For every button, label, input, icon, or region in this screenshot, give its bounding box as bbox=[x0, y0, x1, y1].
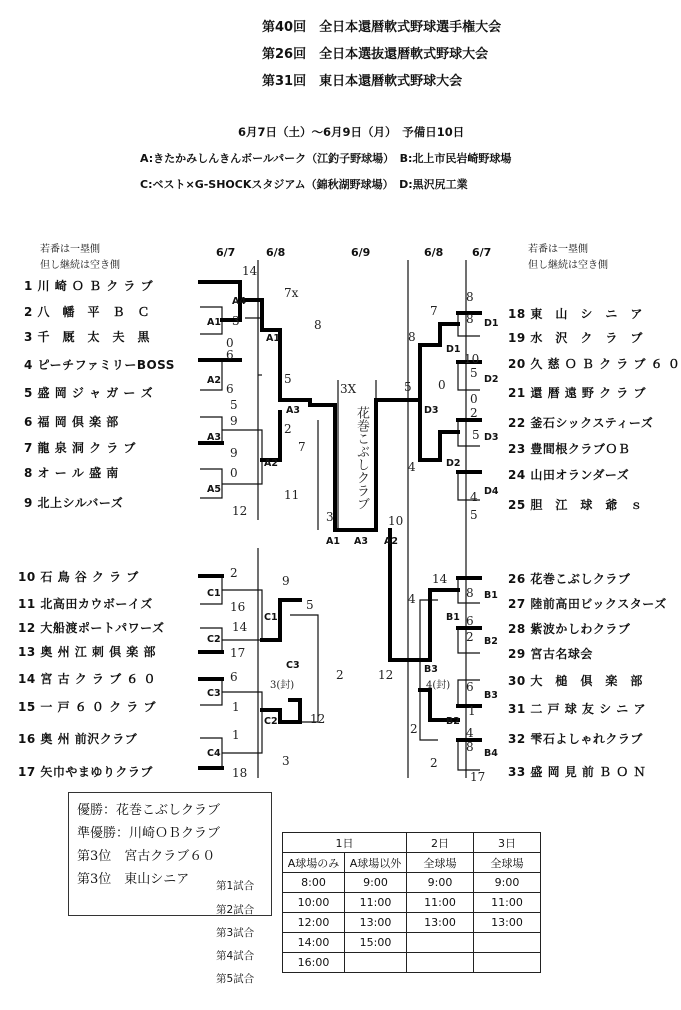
title-line-1: 第40回 全日本還暦軟式野球選手権大会 bbox=[262, 20, 502, 35]
score: 10 bbox=[464, 352, 480, 366]
left-note-1: 若番は一塁側 bbox=[40, 244, 100, 255]
score: 7 bbox=[298, 440, 306, 454]
schedule-cell: 15:00 bbox=[345, 933, 407, 953]
score: 2 bbox=[230, 566, 238, 580]
title-line-2: 第26回 全日本選抜還暦軟式野球大会 bbox=[262, 47, 489, 62]
match-label: B2 bbox=[484, 636, 498, 647]
match-label: A3 bbox=[207, 432, 221, 443]
match-label: B1 bbox=[446, 612, 460, 623]
score: 5 bbox=[306, 598, 314, 612]
match-label: A4 bbox=[232, 296, 246, 307]
score: 2 bbox=[470, 406, 478, 420]
schedule-cell: 11:00 bbox=[345, 893, 407, 913]
match-label: C2 bbox=[264, 716, 278, 727]
venues-line-1: A:きたかみしんきんボールパーク（江釣子野球場） B:北上市民岩崎野球場 bbox=[140, 152, 512, 165]
match-label: A2 bbox=[384, 536, 398, 547]
score: 14 bbox=[242, 264, 258, 278]
score: 5 bbox=[404, 380, 412, 394]
schedule-cell: 11:00 bbox=[474, 893, 541, 913]
score: 5 bbox=[470, 366, 478, 380]
title-line-3: 第31回 東日本還暦軟式野球大会 bbox=[262, 74, 463, 89]
schedule-subhead: 全球場 bbox=[407, 853, 474, 873]
score: 6 bbox=[466, 614, 474, 628]
score: 6 bbox=[226, 348, 234, 362]
schedule-row-label: 第1試合 bbox=[216, 880, 255, 892]
score: 0 bbox=[470, 392, 478, 406]
score: 0 bbox=[226, 336, 234, 350]
team-entry: 28 紫波かしわクラブ bbox=[508, 622, 631, 636]
score: 0 bbox=[230, 466, 238, 480]
schedule-cell bbox=[474, 933, 541, 953]
team-entry: 30 大 槌 倶 楽 部 bbox=[508, 674, 643, 688]
score: 14 bbox=[432, 572, 448, 586]
match-label: C1 bbox=[264, 612, 278, 623]
team-entry: 7 龍 泉 洞 ク ラ ブ bbox=[24, 441, 136, 455]
team-entry: 9 北上シルバーズ bbox=[24, 496, 124, 510]
score: 12 bbox=[232, 504, 248, 518]
match-label: B4 bbox=[484, 748, 498, 759]
schedule-subhead: A球場のみ bbox=[283, 853, 345, 873]
match-label: A2 bbox=[207, 375, 221, 386]
team-entry: 3 千 厩 太 夫 黒 bbox=[24, 330, 151, 344]
team-entry: 10 石 鳥 谷 ク ラ ブ bbox=[18, 570, 139, 584]
schedule-cell: 10:00 bbox=[283, 893, 345, 913]
score: 3X bbox=[340, 382, 357, 396]
team-entry: 27 陸前高田ビックスターズ bbox=[508, 597, 667, 611]
schedule-cell: 9:00 bbox=[474, 873, 541, 893]
team-entry: 21 還 暦 遠 野 ク ラ ブ bbox=[508, 386, 646, 400]
schedule-cell: 16:00 bbox=[283, 953, 345, 973]
score: 3 bbox=[232, 314, 240, 328]
match-label: C4 bbox=[207, 748, 221, 759]
right-note-1: 若番は一塁側 bbox=[528, 244, 588, 255]
team-entry: 5 盛 岡 ジ ャ ガ ー ズ bbox=[24, 386, 154, 400]
score: 6 bbox=[226, 382, 234, 396]
team-entry: 6 福 岡 倶 楽 部 bbox=[24, 415, 119, 429]
team-entry: 26 花巻こぶしクラブ bbox=[508, 572, 631, 586]
score: 16 bbox=[230, 600, 246, 614]
result-line: 優勝：花巻こぶしクラブ bbox=[77, 803, 221, 818]
schedule-head-day3: 3日 bbox=[474, 833, 541, 853]
team-entry: 13 奥 州 江 刺 倶 楽 部 bbox=[18, 645, 156, 659]
match-label: B3 bbox=[424, 664, 438, 675]
schedule-row-label: 第4試合 bbox=[216, 950, 255, 962]
schedule-cell: 9:00 bbox=[407, 873, 474, 893]
score: 1 bbox=[232, 728, 240, 742]
score: 17 bbox=[230, 646, 246, 660]
score: 7x bbox=[284, 286, 299, 300]
match-label: D4 bbox=[484, 486, 499, 497]
score: 9 bbox=[282, 574, 290, 588]
score: 4 bbox=[466, 726, 474, 740]
score: 2 bbox=[410, 722, 418, 736]
schedule-subhead: 全球場 bbox=[474, 853, 541, 873]
date-col-l2: 6/8 bbox=[266, 246, 286, 259]
date-col-l1: 6/7 bbox=[216, 246, 236, 259]
score: 7 bbox=[430, 304, 438, 318]
schedule-row bbox=[283, 933, 541, 953]
score: 10 bbox=[388, 514, 404, 528]
match-label: A1 bbox=[266, 333, 280, 344]
match-label: D3 bbox=[424, 405, 439, 416]
schedule-cell: 11:00 bbox=[407, 893, 474, 913]
score: 4(封) bbox=[426, 680, 451, 691]
match-label: A3 bbox=[286, 405, 300, 416]
score: 12 bbox=[310, 712, 326, 726]
score: 2 bbox=[466, 630, 474, 644]
schedule-cell bbox=[345, 953, 407, 973]
match-label: A3 bbox=[354, 536, 368, 547]
match-label: C2 bbox=[207, 634, 221, 645]
match-label: B3 bbox=[484, 690, 498, 701]
team-entry: 16 奥 州 前沢クラブ bbox=[18, 732, 138, 746]
schedule-cell bbox=[407, 933, 474, 953]
score: 4 bbox=[408, 592, 416, 606]
schedule-cell: 12:00 bbox=[283, 913, 345, 933]
match-label: D2 bbox=[446, 458, 461, 469]
score: 5 bbox=[230, 398, 238, 412]
score: 12 bbox=[378, 668, 394, 682]
score: 11 bbox=[284, 488, 300, 502]
team-entry: 15 一 戸 ６ ０ ク ラ ブ bbox=[18, 700, 156, 714]
schedule-cell: 8:00 bbox=[283, 873, 345, 893]
champion-handwritten: 花巻こぶしクラブ bbox=[354, 406, 369, 510]
schedule-cell: 13:00 bbox=[407, 913, 474, 933]
match-label: C3 bbox=[286, 660, 300, 671]
schedule-row-label: 第3試合 bbox=[216, 927, 255, 939]
match-label: A1 bbox=[326, 536, 340, 547]
result-line: 第3位 宮古クラブ６０ bbox=[77, 849, 216, 864]
schedule-row-label: 第5試合 bbox=[216, 973, 255, 985]
score: 8 bbox=[466, 290, 474, 304]
score: 2 bbox=[336, 668, 344, 682]
schedule-table bbox=[282, 832, 541, 973]
schedule-cell: 13:00 bbox=[474, 913, 541, 933]
score: 17 bbox=[470, 770, 486, 784]
date-col-c: 6/9 bbox=[351, 246, 371, 259]
schedule-head-day1: 1日 bbox=[283, 833, 407, 853]
match-label: B2 bbox=[446, 716, 460, 727]
match-label: D3 bbox=[484, 432, 499, 443]
team-entry: 33 盛 岡 見 前 Ｂ Ｏ Ｎ bbox=[508, 765, 646, 779]
team-entry: 32 雫石よしゃれクラブ bbox=[508, 732, 643, 746]
schedule-cell: 14:00 bbox=[283, 933, 345, 953]
team-entry: 22 釜石シックスティーズ bbox=[508, 416, 654, 430]
score: 8 bbox=[466, 586, 474, 600]
score: 4 bbox=[408, 460, 416, 474]
score: 18 bbox=[232, 766, 248, 780]
schedule-row bbox=[283, 913, 541, 933]
date-col-r1: 6/7 bbox=[472, 246, 492, 259]
right-note-2: 但し継続は空き側 bbox=[528, 260, 608, 271]
score: 3 bbox=[282, 754, 290, 768]
team-entry: 17 矢巾やまゆりクラブ bbox=[18, 765, 153, 779]
schedule-row-label: 第2試合 bbox=[216, 904, 255, 916]
team-entry: 8 オ ー ル 盛 南 bbox=[24, 466, 119, 480]
score: 8 bbox=[466, 740, 474, 754]
team-entry: 12 大船渡ポートパワーズ bbox=[18, 621, 165, 635]
score: 3(封) bbox=[270, 680, 295, 691]
score: 5 bbox=[472, 428, 480, 442]
team-entry: 18 東 山 シ ニ ア bbox=[508, 307, 643, 321]
schedule-cell: 9:00 bbox=[345, 873, 407, 893]
score: 8 bbox=[466, 312, 474, 326]
match-label: C3 bbox=[207, 688, 221, 699]
score: 5 bbox=[470, 508, 478, 522]
team-entry: 24 山田オランダーズ bbox=[508, 468, 630, 482]
team-entry: 11 北高田カウボーイズ bbox=[18, 597, 153, 611]
score: 8 bbox=[314, 318, 322, 332]
match-label: A1 bbox=[207, 317, 221, 328]
match-label: A2 bbox=[264, 458, 278, 469]
results-box bbox=[68, 792, 272, 916]
schedule-row bbox=[283, 873, 541, 893]
team-entry: 19 水 沢 ク ラ ブ bbox=[508, 331, 643, 345]
score: 6 bbox=[466, 680, 474, 694]
match-label: D1 bbox=[484, 318, 499, 329]
score: 2 bbox=[284, 422, 292, 436]
team-entry: 29 宮古名球会 bbox=[508, 647, 593, 661]
team-entry: 1 川 崎 Ｏ Ｂ ク ラ ブ bbox=[24, 279, 154, 293]
score: 1 bbox=[468, 704, 476, 718]
team-entry: 14 宮 古 ク ラ ブ ６ ０ bbox=[18, 672, 156, 686]
team-entry: 2 八 幡 平 Ｂ Ｃ bbox=[24, 305, 151, 319]
dates-line: 6月7日（土）～6月9日（月） 予備日10日 bbox=[238, 125, 465, 139]
team-entry: 25 胆 江 球 爺 ｓ bbox=[508, 498, 643, 512]
team-entry: 31 二 戸 球 友 シ ニ ア bbox=[508, 702, 646, 716]
schedule-head-day2: 2日 bbox=[407, 833, 474, 853]
team-entry: 20 久 慈 Ｏ Ｂ ク ラ ブ ６ ０ bbox=[508, 357, 681, 371]
match-label: D2 bbox=[484, 374, 499, 385]
score: 3 bbox=[326, 510, 334, 524]
score: 1 bbox=[232, 700, 240, 714]
result-line: 準優勝：川崎ＯＢクラブ bbox=[77, 826, 221, 841]
venues-line-2: C:ベスト×G-SHOCKスタジアム（錦秋湖野球場） D:黒沢尻工業 bbox=[140, 178, 468, 191]
team-entry: 4 ピーチファミリーBOSS bbox=[24, 358, 175, 372]
schedule-cell bbox=[407, 953, 474, 973]
score: 9 bbox=[230, 446, 238, 460]
score: 0 bbox=[438, 378, 446, 392]
score: 6 bbox=[230, 670, 238, 684]
score: 14 bbox=[232, 620, 248, 634]
score: 4 bbox=[470, 490, 478, 504]
schedule-subhead: A球場以外 bbox=[345, 853, 407, 873]
schedule-row bbox=[283, 953, 541, 973]
team-entry: 23 豊間根クラブＯＢ bbox=[508, 442, 631, 456]
score: 9 bbox=[230, 414, 238, 428]
score: 5 bbox=[284, 372, 292, 386]
score: 8 bbox=[408, 330, 416, 344]
schedule-row bbox=[283, 893, 541, 913]
match-label: D1 bbox=[446, 344, 461, 355]
score: 2 bbox=[430, 756, 438, 770]
match-label: B1 bbox=[484, 590, 498, 601]
match-label: A5 bbox=[207, 484, 221, 495]
result-line: 第3位 東山シニア bbox=[77, 872, 190, 887]
schedule-cell bbox=[474, 953, 541, 973]
schedule-cell: 13:00 bbox=[345, 913, 407, 933]
left-note-2: 但し継続は空き側 bbox=[40, 260, 120, 271]
match-label: C1 bbox=[207, 588, 221, 599]
date-col-r2: 6/8 bbox=[424, 246, 444, 259]
